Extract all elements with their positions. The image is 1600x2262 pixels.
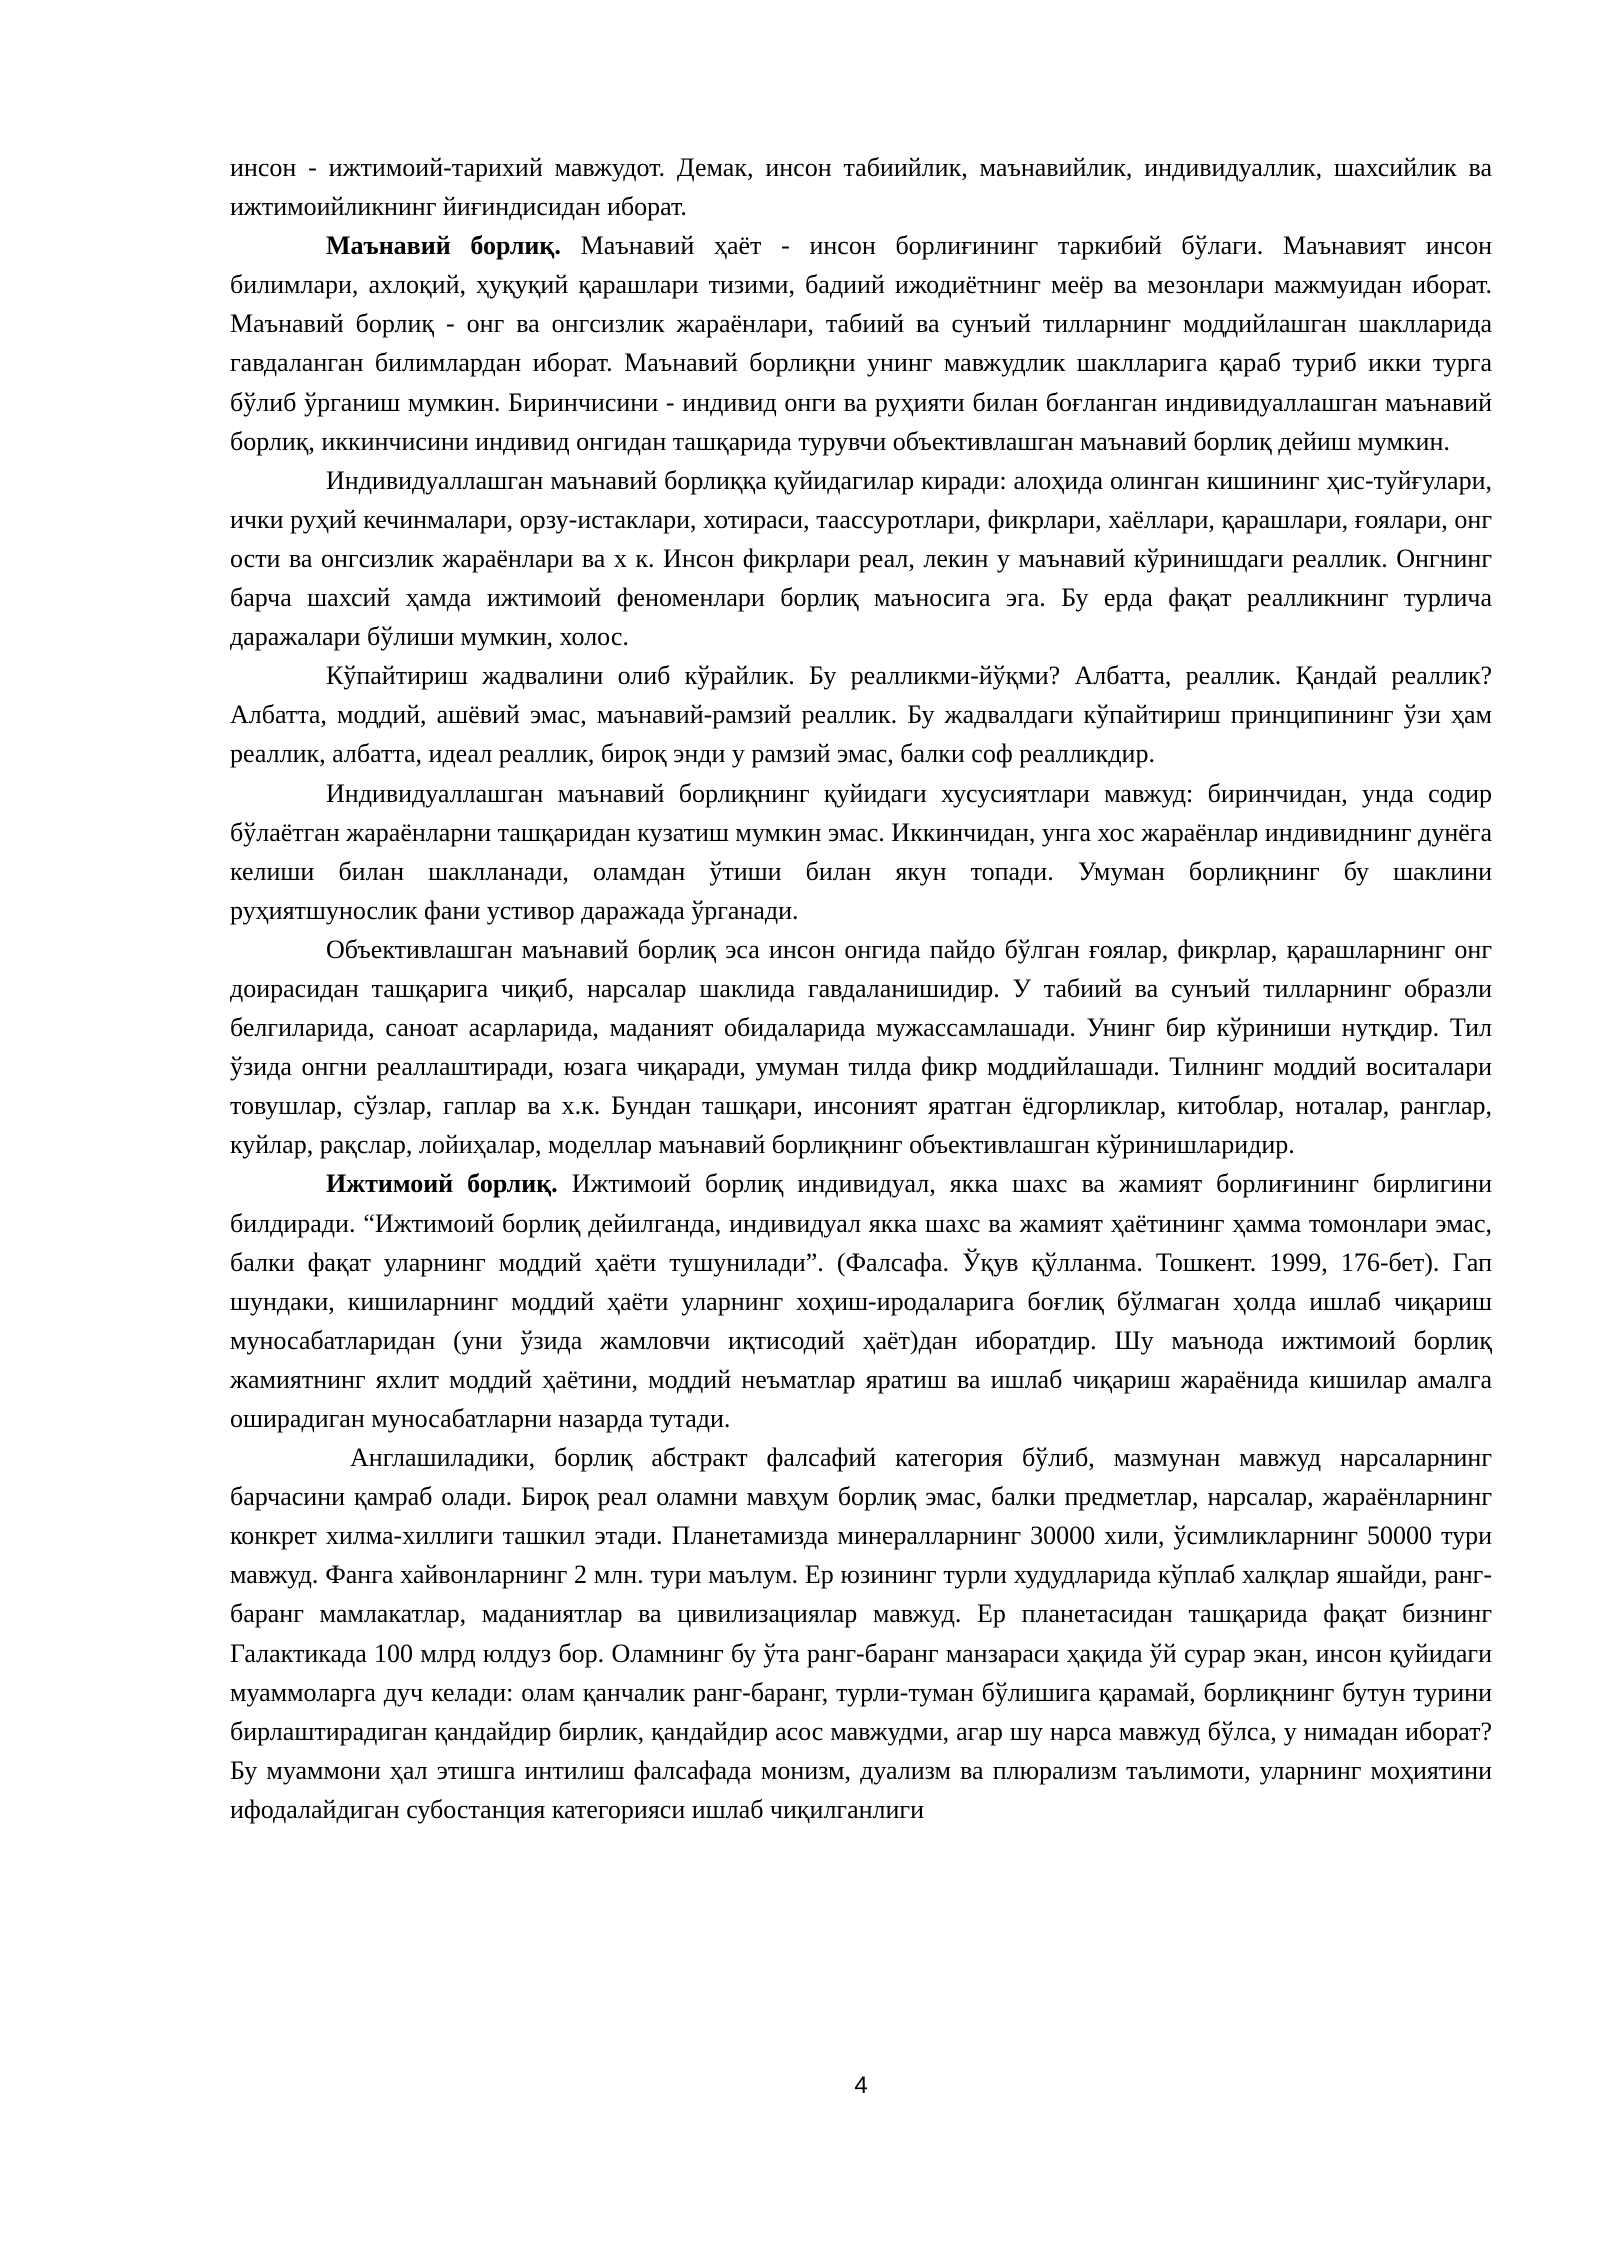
paragraph-text: Англашиладики, борлиқ абстракт фалсафий категория бўлиб, мазмунан мавжуд нарсаларнинг барчасини қамраб олади. Бироқ реал оламни мавҳум борлиқ эмас, балки предметлар, нарсалар, жараёнларнинг конкрет хилма-хиллиги ташкил этади. Планетамизда минералларнинг 30000 хили, ўсимликларнинг 50000 тури мавжуд. Фанга хайвонларнинг 2 млн. тури маълум. Ер юзининг турли худудларида кўплаб халқлар яшайди, ранг-баранг мамлакатлар, маданиятлар ва цивилизациялар мавжуд. Ер планетасидан ташқарида фақат бизнинг Галактикада 100 млрд юлдуз бор. Оламнинг бу ўта ранг-баранг манзараси ҳақида ўй сурар экан, инсон қуйидаги муаммоларга дуч келади: олам қанчалик ранг-баранг, турли-туман бўлишига қарамай, борлиқнинг бутун турини бирлаштирадиган қандайдир бирлик, қандайдир асос мавжудми, агар шу нарса мавжуд бўлса, у нимадан иборат? Бу муаммони ҳал этишга интилиш фалсафада монизм, дуализм ва плюрализм таълимоти, уларнинг моҳиятини ифодалайдиган субостанция категорияси ишлаб чиқилганлиги [230, 1443, 1492, 1824]
paragraph-social-being [230, 1164, 1492, 1438]
paragraph-text: Индивидуаллашган маънавий борлиқнинг қуйидаги хусусиятлари мавжуд: биринчидан, унда содир бўлаётган жараёнларни ташқаридан кузатиш мумкин эмас. Иккинчидан, унга хос жараёнлар индивиднинг дунёга келиши билан шаклланади, оламдан ўтиши билан якун топади. Умуман борлиқнинг бу шаклини руҳиятшунослик фани устивор даражада ўрганади. [230, 778, 1492, 925]
paragraph-text: Маънавий ҳаёт - инсон борлиғининг таркибий бўлаги. Маънавият инсон билимлари, ахлоқий, ҳуқуқий қарашлари тизими, бадиий ижодиётнинг меёр ва мезонлари мажмуидан иборат. Маънавий борлиқ - онг ва онгсизлик жараёнлари, табиий ва сунъий тилларнинг моддийлашган шаклларида гавдаланган билимлардан иборат. Маънавий борлиқни унинг мавжудлик шаклларига қараб туриб икки турга бўлиб ўрганиш мумкин. Биринчисини - индивид онги ва руҳияти билан боғланган индивидуаллашган маънавий борлиқ, иккинчисини индивид онгидан ташқарида турувчи объективлашган маънавий борлиқ дейиш мумкин. [230, 231, 1493, 456]
paragraph-text: Индивидуаллашган маънавий борлиққа қуйидагилар киради: алоҳида олинган кишининг ҳис-туйғулари, ички руҳий кечинмалари, орзу-истаклари, хотираси, таассуротлари, фикрлари, хаёллари, қарашлари, ғоялари, онг ости ва онгсизлик жараёнлари ва х к. Инсон фикрлари реал, лекин у маънавий кўринишдаги реаллик. Онгнинг барча шахсий ҳамда ижтимоий феноменлари борлиқ маъносига эга. Бу ерда фақат реалликнинг турлича даражалари бўлиши мумкин, холос. [230, 465, 1492, 652]
page-number: 4 [854, 2072, 868, 2099]
paragraph-abstract-category [230, 1438, 1492, 1829]
paragraph-individualized-being [230, 461, 1492, 656]
paragraph-text: Ижтимоий борлиқ индивидуал, якка шахс ва жамият борлиғининг бирлигини билдиради. “Ижтимоий борлиқ дейилганда, индивидуал якка шахс ва жамият ҳаётининг ҳамма томонлари эмас, балки фақат уларнинг моддий ҳаёти тушунилади”. (Фалсафа. Ўқув қўлланма. Тошкент. 1999, 176-бет). Гап шундаки, кишиларнинг моддий ҳаёти уларнинг хоҳиш-иродаларига боғлиқ бўлмаган ҳолда ишлаб чиқариш муносабатларидан (уни ўзида жамловчи иқтисодий ҳаёт)дан иборатдир. Шу маънода ижтимоий борлиқ жамиятнинг яхлит моддий ҳаётини, моддий неъматлар яратиш ва ишлаб чиқариш жараёнида кишилар амалга оширадиган муносабатларни назарда тутади. [230, 1169, 1492, 1433]
paragraph-spiritual-being [230, 226, 1492, 461]
section-heading-spiritual-being: Маънавий борлиқ. [326, 231, 561, 261]
paragraph-text: инсон - ижтимоий-тарихий мавжудот. Демак, инсон табиийлик, маънавийлик, индивидуаллик, шахсийлик ва ижтимоийликнинг йиғиндисидан иборат. [230, 153, 1492, 222]
paragraph-text: Кўпайтириш жадвалини олиб кўрайлик. Бу реалликми-йўқми? Албатта, реаллик. Қандай реаллик? Албатта, моддий, ашёвий эмас, маънавий-рамзий реаллик. Бу жадвалдаги кўпайтириш принципининг ўзи ҳам реаллик, албатта, идеал реаллик, бироқ энди у рамзий эмас, балки соф реалликдир. [230, 661, 1492, 769]
paragraph-objectified-being [230, 930, 1492, 1165]
paragraph-individualized-features [230, 774, 1492, 930]
document-page [230, 148, 1492, 1829]
paragraph-multiplication-table [230, 656, 1492, 773]
section-heading-social-being: Ижтимоий борлиқ. [326, 1169, 558, 1199]
paragraph-intro [230, 148, 1492, 226]
paragraph-text: Объективлашган маънавий борлиқ эса инсон онгида пайдо бўлган ғоялар, фикрлар, қарашларнинг онг доирасидан ташқарига чиқиб, нарсалар шаклида гавдаланишидир. У табиий ва сунъий тилларнинг образли белгиларида, саноат асарларида, маданият обидаларида мужассамлашади. Унинг бир кўриниши нутқдир. Тил ўзида онгни реаллаштиради, юзага чиқаради, умуман тилда фикр моддийлашади. Тилнинг моддий воситалари товушлар, сўзлар, гаплар ва х.к. Бундан ташқари, инсоният яратган ёдгорликлар, китоблар, ноталар, ранглар, куйлар, рақслар, лойиҳалар, моделлар маънавий борлиқнинг объективлашган кўринишларидир. [230, 934, 1492, 1160]
